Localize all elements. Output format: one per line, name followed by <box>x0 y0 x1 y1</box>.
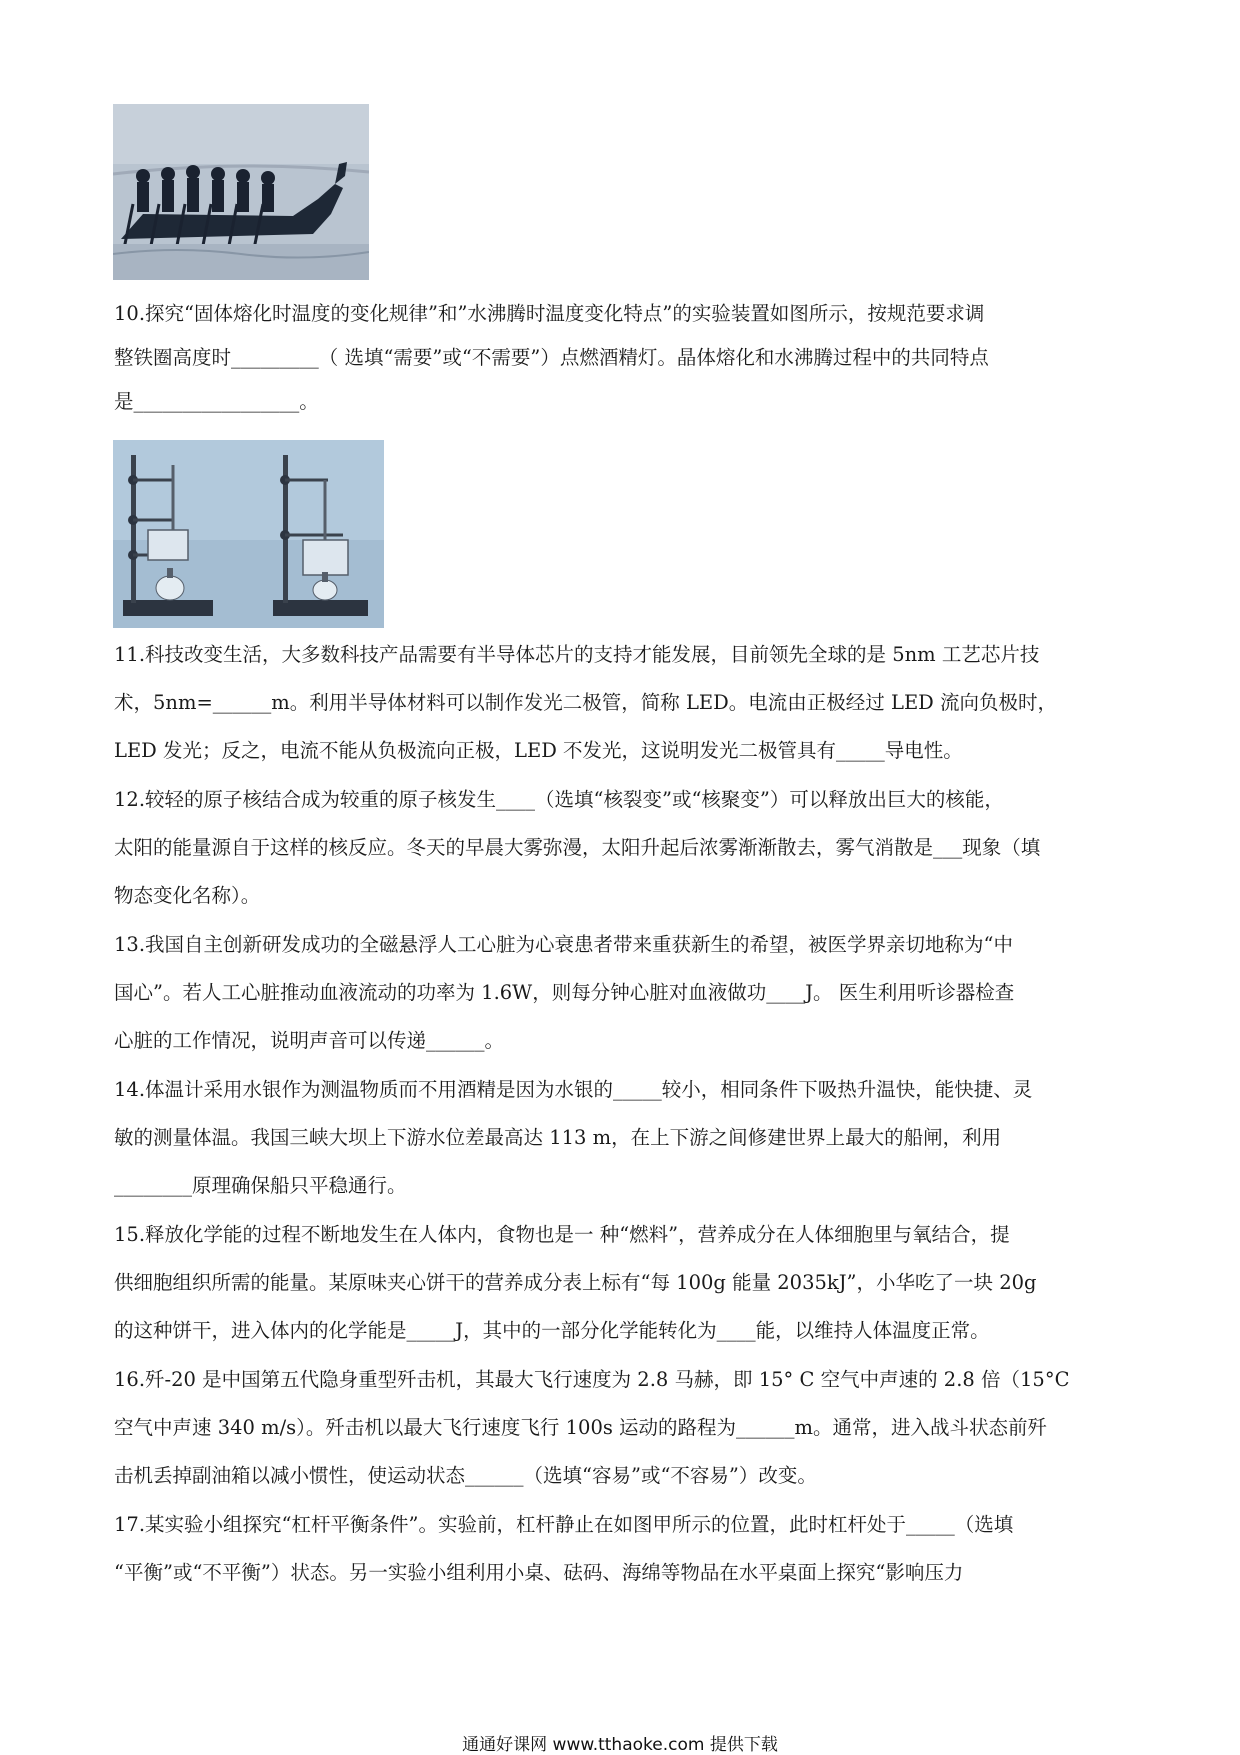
question-12-line-2: 太阳的能量源自于这样的核反应。冬天的早晨大雾弥漫，太阳升起后浓雾渐渐散去，雾气消散是___现象（填 <box>114 836 1041 859</box>
lab-apparatus-illustration <box>113 440 384 628</box>
question-15-line-2: 供细胞组织所需的能量。某原味夹心饼干的营养成分表上标有“每 100g 能量 2035kJ”，小华吃了一块 20g <box>114 1271 1037 1294</box>
question-13-line-1: 13.我国自主创新研发成功的全磁悬浮人工心脏为心衰患者带来重获新生的希望，被医学界亲切地称为“中 <box>114 933 1013 956</box>
question-10-line-3: 是_________________。 <box>114 390 319 413</box>
question-15-line-1: 15.释放化学能的过程不断地发生在人体内，食物也是一 种“燃料”，营养成分在人体细胞里与氧结合，提 <box>114 1223 1010 1246</box>
dragon-boat-illustration <box>113 104 369 280</box>
question-14-line-3: ________原理确保船只平稳通行。 <box>114 1174 407 1197</box>
dragon-boat-photo <box>113 104 369 280</box>
question-15-line-3: 的这种饼干，进入体内的化学能是_____J，其中的一部分化学能转化为____能，以维持人体温度正常。 <box>114 1319 990 1342</box>
question-10-line-1: 10.探究“固体熔化时温度的变化规律”和”水沸腾时温度变化特点”的实验装置如图所示，按规范要求调 <box>114 302 985 325</box>
page-footer: 通通好课网 www.tthaoke.com 提供下载 <box>462 1735 778 1755</box>
question-11-line-2: 术，5nm=______m。利用半导体材料可以制作发光二极管，简称 LED。电流由正极经过 LED 流向负极时， <box>114 691 1058 714</box>
question-12-line-1: 12.较轻的原子核结合成为较重的原子核发生____（选填“核裂变”或“核聚变”）可以释放出巨大的核能， <box>114 788 1004 811</box>
question-14-line-2: 敏的测量体温。我国三峡大坝上下游水位差最高达 113 m，在上下游之间修建世界上最大的船闸，利用 <box>114 1126 1002 1149</box>
question-11-line-3: LED 发光；反之，电流不能从负极流向正极，LED 不发光，这说明发光二极管具有_____导电性。 <box>114 739 963 762</box>
question-11-line-1: 11.科技改变生活，大多数科技产品需要有半导体芯片的支持才能发展，目前领先全球的是 5nm 工艺芯片技 <box>114 643 1040 666</box>
question-16-line-1: 16.歼-20 是中国第五代隐身重型歼击机，其最大飞行速度为 2.8 马赫，即 15° C 空气中声速的 2.8 倍（15°C <box>114 1368 1070 1391</box>
question-12-line-3: 物态变化名称）。 <box>114 884 261 907</box>
question-17-line-2: “平衡”或“不平衡”）状态。另一实验小组利用小桌、砝码、海绵等物品在水平桌面上探究“影响压力 <box>114 1561 964 1584</box>
lab-apparatus-photo <box>113 440 384 628</box>
question-13-line-2: 国心”。若人工心脏推动血液流动的功率为 1.6W，则每分钟心脏对血液做功____J。 医生利用听诊器检查 <box>114 981 1015 1004</box>
question-14-line-1: 14.体温计采用水银作为测温物质而不用酒精是因为水银的_____较小，相同条件下吸热升温快，能快捷、灵 <box>114 1078 1033 1101</box>
question-17-line-1: 17.某实验小组探究“杠杆平衡条件”。实验前，杠杆静止在如图甲所示的位置，此时杠杆处于_____（选填 <box>114 1513 1014 1536</box>
question-16-line-3: 击机丢掉副油箱以减小惯性，使运动状态______（选填“容易”或“不容易”）改变。 <box>114 1464 817 1487</box>
question-16-line-2: 空气中声速 340 m/s）。歼击机以最大飞行速度飞行 100s 运动的路程为______m。通常，进入战斗状态前歼 <box>114 1416 1048 1439</box>
question-13-line-3: 心脏的工作情况，说明声音可以传递______。 <box>114 1029 505 1052</box>
question-10-line-2: 整铁圈高度时_________（ 选填“需要”或“不需要”）点燃酒精灯。晶体熔化和水沸腾过程中的共同特点 <box>114 346 989 369</box>
